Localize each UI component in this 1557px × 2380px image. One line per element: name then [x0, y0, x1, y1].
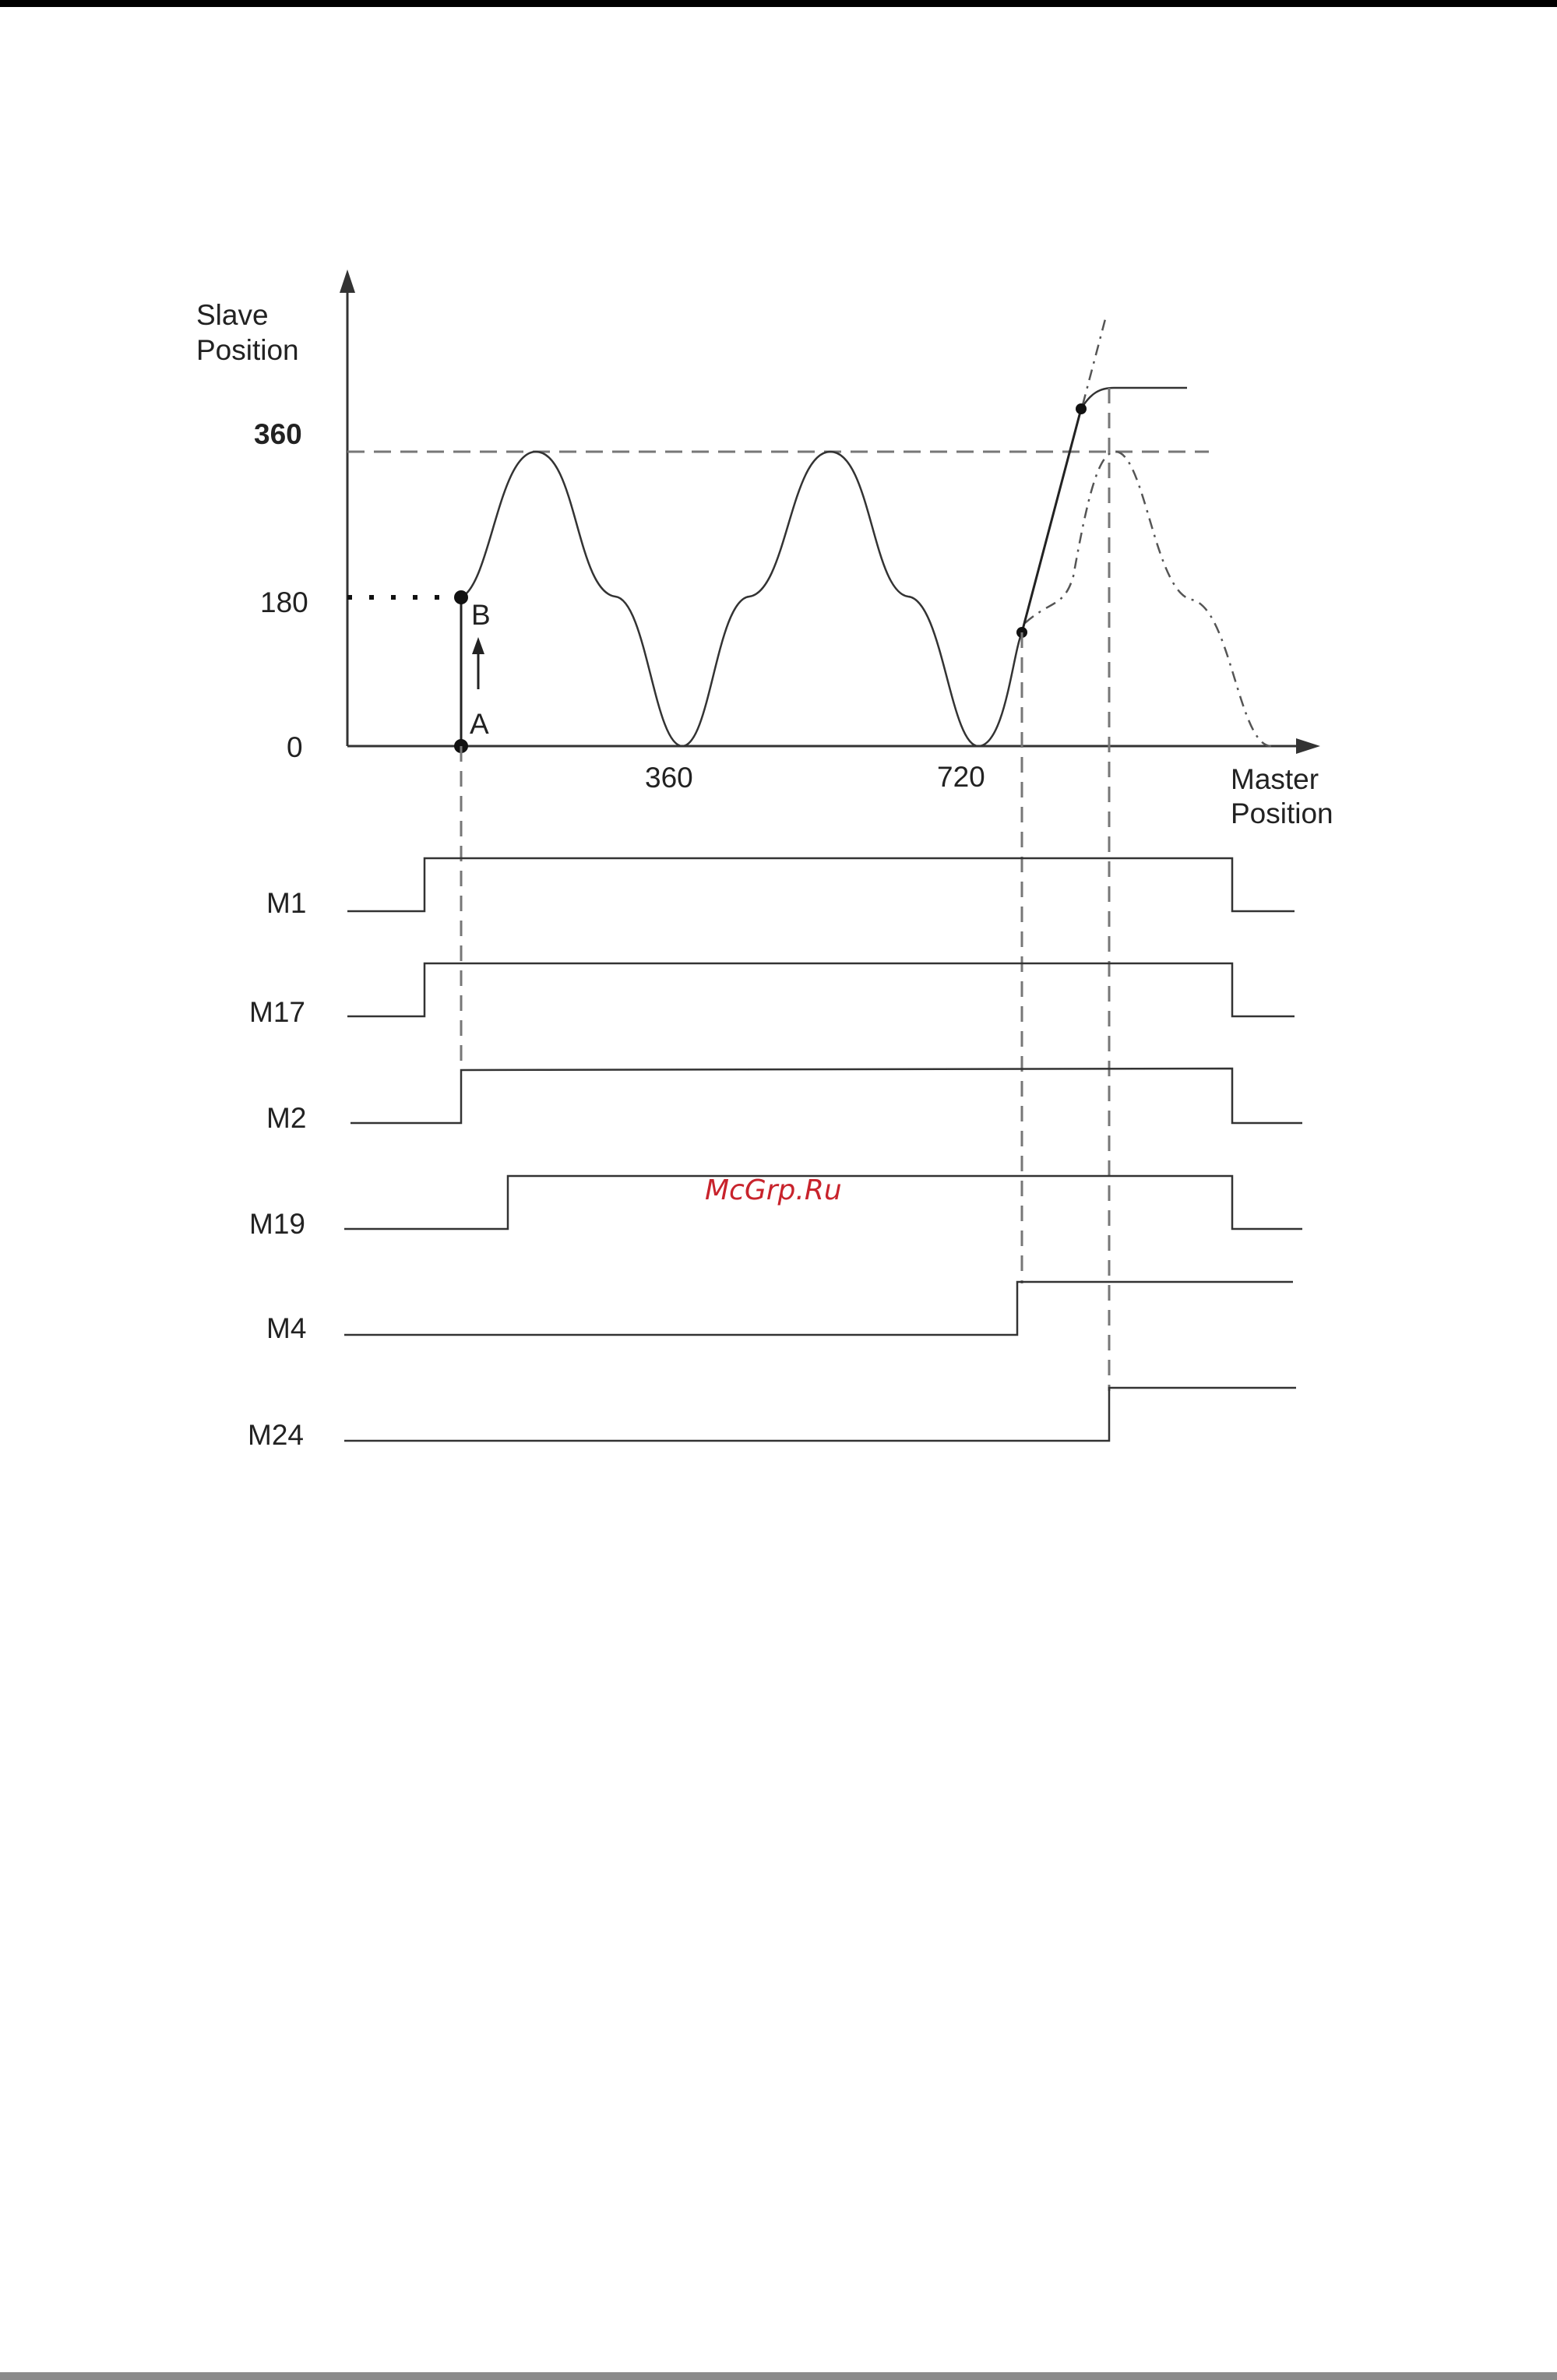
signal-label-m24: M24: [248, 1419, 304, 1451]
signal-trace-m24: [344, 1388, 1296, 1441]
y-axis-label-line2: Position: [196, 334, 299, 366]
transition-end-dot: [1076, 403, 1087, 414]
transition-ramp: [1022, 409, 1081, 632]
cam-profile-curve: [461, 452, 1022, 746]
signal-trace-m1: [347, 858, 1295, 911]
cam-extrapolation-dashdot: [1025, 452, 1271, 746]
signal-trace-m2: [351, 1069, 1302, 1123]
bottom-rule: [0, 2372, 1557, 2380]
x-axis-label-line2: Position: [1231, 797, 1333, 829]
slope-extension-dashdot: [1083, 316, 1106, 405]
signal-label-m2: M2: [266, 1102, 307, 1134]
watermark: McGrp.Ru: [705, 1174, 842, 1206]
jump-arrowhead: [472, 637, 484, 654]
y-axis-label-line1: Slave: [196, 299, 269, 331]
x-axis-arrowhead: [1296, 738, 1320, 754]
signal-label-m1: M1: [266, 887, 307, 919]
x-tick-360: 360: [645, 762, 693, 794]
point-a-label: A: [470, 708, 489, 740]
signal-label-m17: M17: [249, 996, 305, 1028]
signal-trace-m4: [344, 1282, 1293, 1335]
signal-trace-m17: [347, 963, 1295, 1016]
signal-label-m19: M19: [249, 1208, 305, 1240]
y-tick-0: 0: [287, 731, 303, 763]
final-plateau: [1081, 388, 1187, 409]
y-tick-360: 360: [254, 418, 302, 450]
point-b-dot: [454, 590, 468, 604]
signal-label-m4: M4: [266, 1312, 307, 1344]
x-tick-720: 720: [937, 761, 985, 793]
y-tick-180: 180: [260, 586, 308, 618]
point-b-label: B: [471, 599, 491, 631]
x-axis-label-line1: Master: [1231, 763, 1319, 795]
y-axis-arrowhead: [340, 269, 355, 293]
